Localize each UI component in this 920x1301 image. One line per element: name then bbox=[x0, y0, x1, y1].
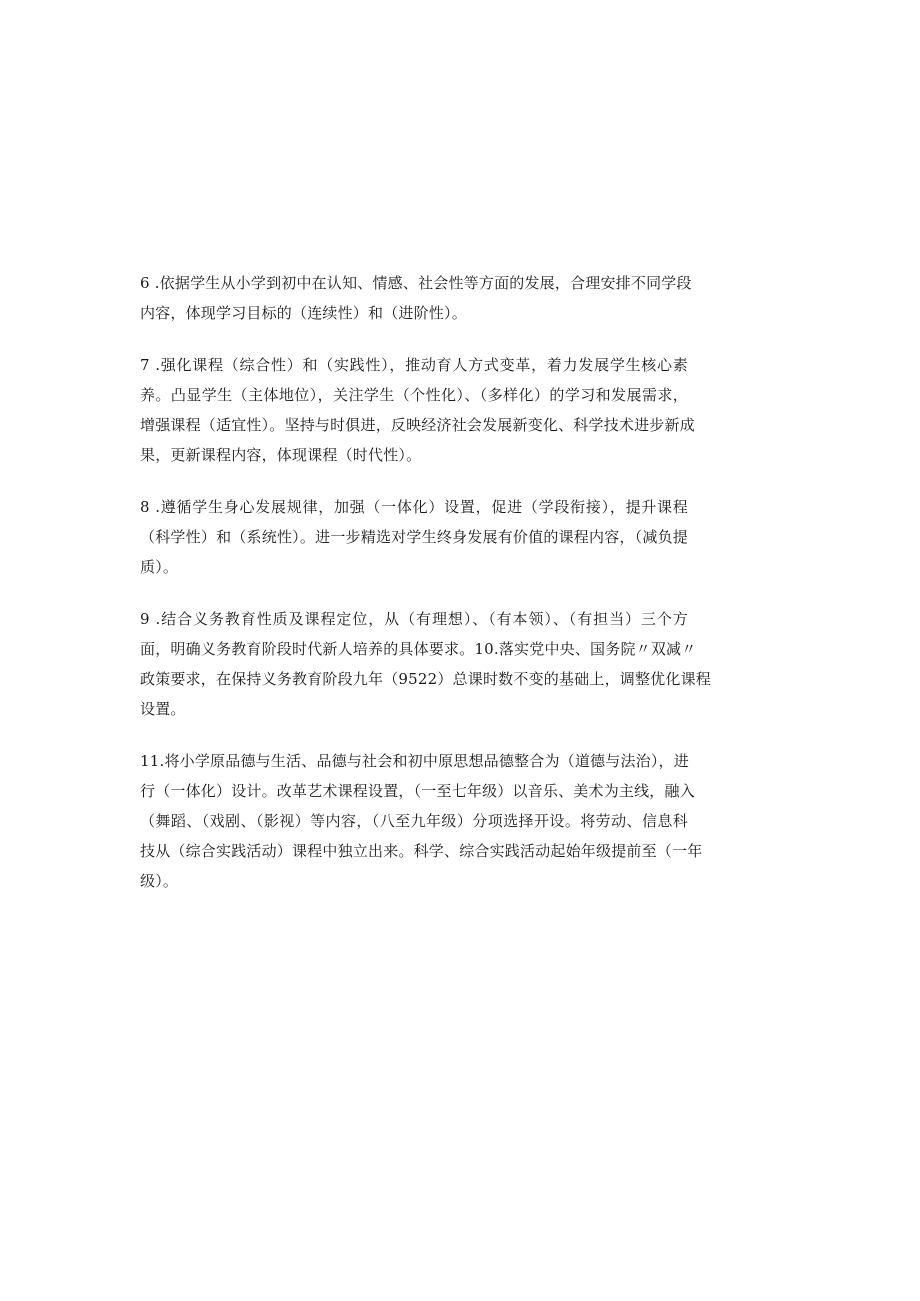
paragraph-line: 9 .结合义务教育性质及课程定位，从（有理想）、（有本领）、（有担当）三个方 bbox=[140, 610, 688, 628]
document-body bbox=[140, 268, 711, 918]
paragraph-9-10 bbox=[140, 604, 711, 724]
paragraph-7 bbox=[140, 350, 695, 470]
paragraph-line: 果，更新课程内容，体现课程（时代性）。 bbox=[140, 446, 422, 464]
paragraph-line: 行（一体化）设计。改革艺术课程设置，（一至七年级）以音乐、美术为主线，融入 bbox=[140, 782, 695, 800]
paragraph-line: 级）。 bbox=[140, 872, 179, 890]
paragraph-11 bbox=[140, 746, 703, 896]
paragraph-8 bbox=[140, 492, 688, 582]
paragraph-line: 质）。 bbox=[140, 558, 179, 576]
paragraph-line: 面，明确义务教育阶段时代新人培养的具体要求。10.落实党中央、国务院〃双减〃 bbox=[140, 640, 697, 658]
paragraph-line: 养。凸显学生（主体地位），关注学生（个性化）、（多样化）的学习和发展需求， bbox=[140, 386, 688, 404]
paragraph-line: 6 .依据学生从小学到初中在认知、情感、社会性等方面的发展，合理安排不同学段 bbox=[140, 274, 692, 292]
paragraph-line: 增强课程（适宜性）。坚持与时俱进，反映经济社会发展新变化、科学技术进步新成 bbox=[140, 416, 695, 434]
paragraph-line: （科学性）和（系统性）。进一步精选对学生终身发展有价值的课程内容，（减负提 bbox=[140, 528, 688, 546]
paragraph-line: 政策要求，在保持义务教育阶段九年（9522）总课时数不变的基础上，调整优化课程 bbox=[140, 670, 711, 688]
paragraph-line: 7 .强化课程（综合性）和（实践性），推动育人方式变革，着力发展学生核心素 bbox=[140, 356, 688, 374]
paragraph-line: 内容，体现学习目标的（连续性）和（进阶性）。 bbox=[140, 304, 467, 322]
paragraph-6 bbox=[140, 268, 692, 328]
paragraph-line: 设置。 bbox=[140, 700, 186, 718]
paragraph-line: 技从（综合实践活动）课程中独立出来。科学、综合实践活动起始年级提前至（一年 bbox=[140, 842, 703, 860]
paragraph-line: 11.将小学原品德与生活、品德与社会和初中原思想品德整合为（道德与法治），进 bbox=[140, 752, 689, 770]
paragraph-line: （舞蹈、（戏剧、（影视）等内容，（八至九年级）分项选择开设。将劳动、信息科 bbox=[140, 812, 688, 830]
paragraph-line: 8 .遵循学生身心发展规律，加强（一体化）设置，促进（学段衔接），提升课程 bbox=[140, 498, 688, 516]
